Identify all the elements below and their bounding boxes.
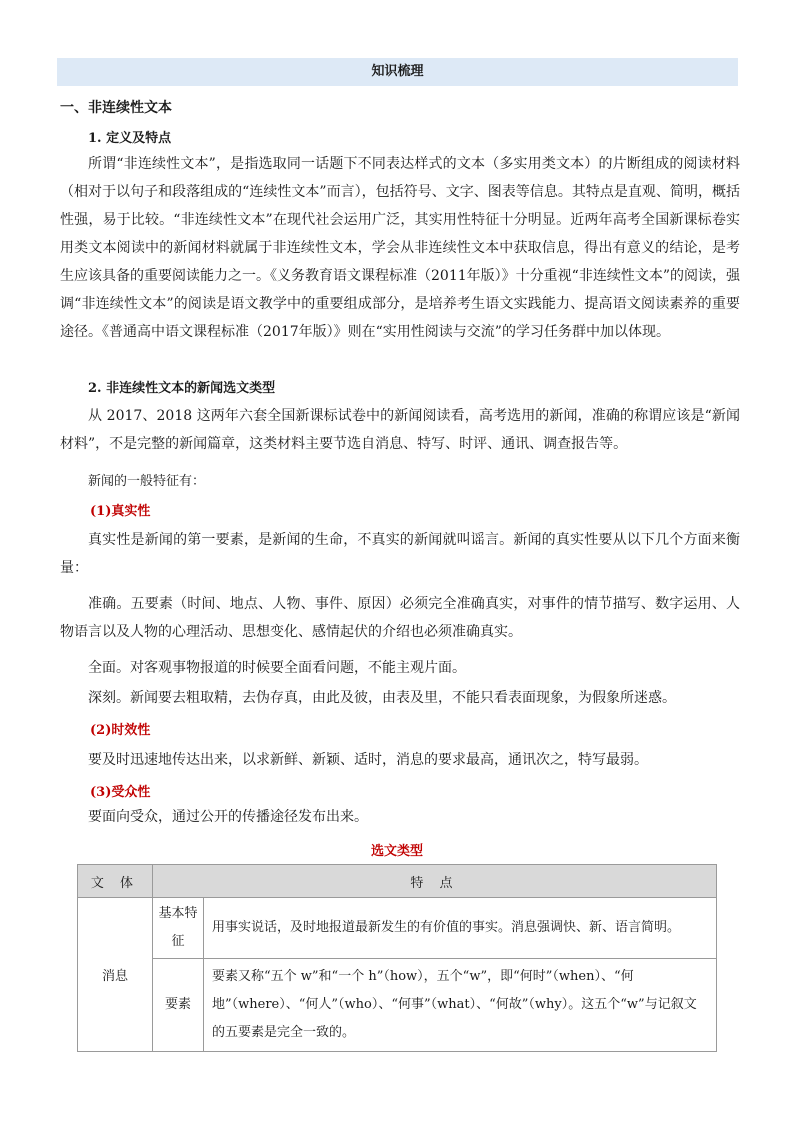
table-row bbox=[78, 959, 717, 1052]
audience-line: 要面向受众，通过公开的传播途径发布出来。 bbox=[88, 809, 368, 825]
subheading-news-types: 2. 非连续性文本的新闻选文类型 bbox=[88, 381, 276, 396]
feature-heading-timeliness: (2)时效性 bbox=[90, 723, 151, 738]
features-intro: 新闻的一般特征有： bbox=[88, 474, 206, 489]
row-label-basic: 基本特征 bbox=[153, 898, 204, 959]
header-feature: 特 点 bbox=[153, 865, 717, 898]
completeness-line: 全面。对客观事物报道的时候要全面看问题，不能主观片面。 bbox=[88, 660, 466, 676]
subheading-definition: 1. 定义及特点 bbox=[88, 131, 172, 146]
row-text-elements: 要素又称“五个 w”和“一个 h”（how），五个“w”，即“何时”（when）、“何地”（where）、“何人”（who）、“何事”（what）、“何故”（why）。这五个“w”与记叙文的五要素是完全一致的。 bbox=[204, 959, 717, 1052]
table-caption: 选文类型 bbox=[370, 844, 423, 859]
feature-heading-audience: (3)受众性 bbox=[90, 785, 151, 800]
news-types-paragraph: 从 2017、2018 这两年六套全国新课标试卷中的新闻阅读看，高考选用的新闻，准确的称谓应该是“新闻材料”，不是完整的新闻篇章，这类材料主要节选自消息、特写、时评、通讯、调查报告等。 bbox=[60, 408, 740, 452]
accuracy-paragraph: 准确。五要素（时间、地点、人物、事件、原因）必须完全准确真实，对事件的情节描写、数字运用、人物语言以及人物的心理活动、思想变化、感情起伏的介绍也必须准确真实。 bbox=[60, 596, 740, 640]
depth-line: 深刻。新闻要去粗取精，去伪存真，由此及彼，由表及里，不能只看表面现象，为假象所迷惑。 bbox=[88, 690, 676, 706]
definition-paragraph: 所谓“非连续性文本”，是指选取同一话题下不同表达样式的文本（多实用类文本）的片断组成的阅读材料（相对于以句子和段落组成的“连续性文本”而言），包括符号、文字、图表等信息。其特点是直观、简明，概括性强，易于比较。“非连续性文本”在现代社会运用广泛，其实用性特征十分明显。近两年高考全国新课标卷实用类文本阅读中的新闻材料就属于非连续性文本，学会从非连续性文本中获取信息，得出有意义的结论，是考生应该具备的重要阅读能力之一。《义务教育语文课程标准（2011年版）》十分重视“非连续性文本”的阅读，强调“非连续性文本”的阅读是语文教学中的重要组成部分，是培养考生语文实践能力、提高语文阅读素养的重要途径。《普通高中语文课程标准（2017年版）》则在“实用性阅读与交流”的学习任务群中加以体现。 bbox=[60, 156, 740, 340]
table-row bbox=[78, 898, 717, 959]
table-header-row bbox=[78, 865, 717, 898]
timeliness-line: 要及时迅速地传达出来，以求新鲜、新颖、适时，消息的要求最高，通讯次之，特写最弱。 bbox=[88, 752, 648, 768]
section-banner: 知识梳理 bbox=[57, 58, 738, 86]
type-cell: 消息 bbox=[78, 898, 153, 1052]
authenticity-paragraph: 真实性是新闻的第一要素，是新闻的生命，不真实的新闻就叫谣言。新闻的真实性要从以下几个方面来衡量： bbox=[60, 532, 740, 576]
news-types-table bbox=[77, 864, 717, 1052]
row-label-elements: 要素 bbox=[153, 959, 204, 1052]
section-heading: 一、非连续性文本 bbox=[60, 100, 172, 116]
feature-heading-authenticity: (1)真实性 bbox=[90, 504, 151, 519]
header-type: 文 体 bbox=[78, 865, 153, 898]
row-text-basic: 用事实说话，及时地报道最新发生的有价值的事实。消息强调快、新、语言简明。 bbox=[204, 898, 717, 959]
